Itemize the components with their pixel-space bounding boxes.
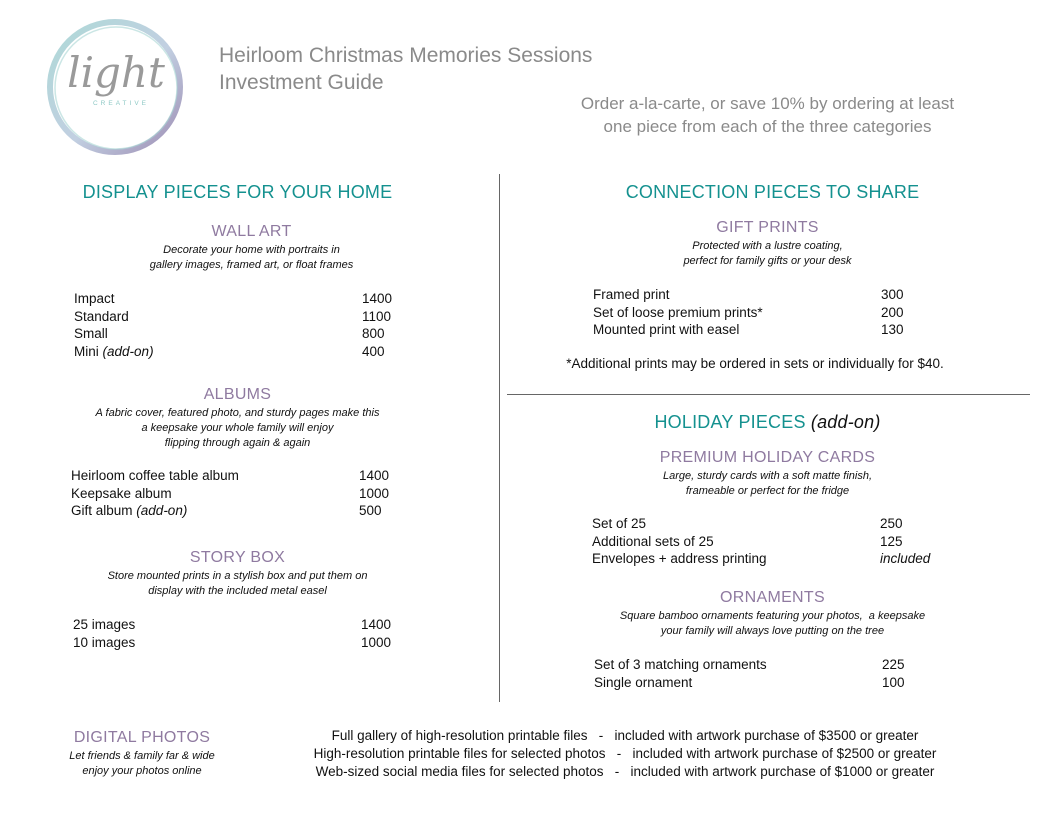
item-name: Envelopes + address printing	[592, 551, 767, 567]
digital-title: DIGITAL PHOTOS	[73, 729, 211, 746]
holiday-cards-description	[590, 469, 945, 499]
item-name: Keepsake album	[71, 485, 172, 501]
item-name: Gift album	[71, 503, 133, 519]
list-item	[74, 325, 434, 343]
list-item	[73, 616, 433, 634]
list-item	[71, 485, 431, 503]
item-name: Impact	[74, 291, 115, 306]
digital-desc-line2: enjoy your photos online	[82, 765, 202, 777]
item-name: Single ornament	[594, 674, 693, 690]
holiday-heading-note: (add-on)	[810, 412, 881, 432]
item-price: 130	[881, 322, 904, 338]
digital-description	[52, 749, 232, 779]
ornaments-desc-line1: Square bamboo ornaments featuring your photos, a keepsake	[619, 610, 926, 622]
page-title	[219, 42, 592, 96]
item-price: 1400	[362, 291, 393, 306]
list-item	[593, 321, 953, 339]
wall-art-list	[74, 290, 434, 360]
tagline	[500, 92, 1035, 138]
list-item	[74, 343, 434, 361]
wall-art-title: WALL ART	[211, 223, 292, 240]
albums-desc-line2: a keepsake your whole family will enjoy	[141, 422, 334, 434]
story-box-desc-line2: display with the included metal easel	[148, 585, 327, 597]
gift-prints-desc-line1: Protected with a lustre coating,	[692, 240, 843, 252]
item-price: 1400	[361, 617, 392, 632]
tagline-line2: one piece from each of the three categories	[603, 117, 932, 136]
list-item	[74, 308, 434, 326]
display-heading: DISPLAY PIECES FOR YOUR HOME	[82, 182, 393, 202]
list-item	[594, 656, 954, 674]
item-name: Set of loose premium prints*	[593, 304, 763, 320]
page-title-line1: Heirloom Christmas Memories Sessions	[219, 44, 593, 67]
item-price: 200	[881, 304, 904, 320]
item-name: Small	[74, 326, 108, 342]
holiday-cards-list	[592, 515, 952, 568]
wall-art-desc-line2: gallery images, framed art, or float frames	[149, 259, 354, 271]
list-item	[594, 674, 954, 692]
albums-list	[71, 467, 431, 520]
item-note: (add-on)	[102, 343, 154, 359]
item-price: 500	[359, 503, 382, 519]
connection-heading: CONNECTION PIECES TO SHARE	[625, 182, 920, 202]
list-item	[593, 304, 953, 322]
item-name: Set of 3 matching ornaments	[594, 657, 767, 672]
digital-line: Web-sized social media files for selected photos - included with artwork purchase of $1000 or greater	[315, 764, 935, 779]
story-box-description	[65, 569, 410, 599]
item-name: Standard	[74, 308, 129, 324]
item-name: Heirloom coffee table album	[71, 468, 239, 483]
digital-line: Full gallery of high-resolution printable files - included with artwork purchase of $3500 or greater	[331, 728, 919, 743]
list-item	[592, 533, 952, 551]
gift-prints-description	[600, 239, 935, 269]
item-name: Framed print	[593, 287, 670, 302]
list-item	[73, 634, 433, 652]
ornaments-title: ORNAMENTS	[720, 589, 825, 606]
section-divider	[507, 394, 1030, 395]
item-price: 225	[882, 657, 905, 672]
item-price: 100	[882, 674, 905, 690]
holiday-heading	[600, 412, 935, 433]
logo-subword: CREATIVE	[92, 100, 150, 107]
digital-desc-line1: Let friends & family far & wide	[69, 750, 215, 762]
item-name: Additional sets of 25	[592, 533, 714, 549]
list-item	[71, 467, 431, 485]
column-divider	[499, 174, 500, 702]
story-box-title: STORY BOX	[189, 549, 286, 566]
item-price: 1000	[361, 634, 392, 650]
gift-prints-title: GIFT PRINTS	[716, 219, 819, 236]
item-name: 10 images	[73, 634, 136, 650]
item-name: Set of 25	[592, 516, 647, 531]
item-price: 1400	[359, 468, 390, 483]
gift-prints-footnote: *Additional prints may be ordered in sets or individually for $40.	[566, 356, 944, 371]
digital-line: High-resolution printable files for selected photos - included with artwork purchase of $2500 or greater	[313, 746, 937, 761]
item-name: Mini	[74, 343, 99, 359]
item-name: 25 images	[73, 617, 136, 632]
albums-description	[60, 406, 415, 451]
item-note: (add-on)	[136, 503, 188, 519]
albums-desc-line1: A fabric cover, featured photo, and sturdy pages make this	[95, 407, 380, 419]
holiday-cards-desc-line2: frameable or perfect for the fridge	[685, 485, 850, 497]
page-title-line2: Investment Guide	[219, 71, 384, 94]
holiday-heading-text: HOLIDAY PIECES	[654, 412, 806, 432]
item-price: 800	[362, 326, 385, 342]
item-price: 250	[880, 516, 903, 531]
list-item	[71, 502, 431, 520]
list-item	[592, 515, 952, 533]
item-price: 1000	[359, 485, 390, 501]
story-box-desc-line1: Store mounted prints in a stylish box and put them on	[107, 570, 368, 582]
logo	[42, 16, 190, 158]
gift-prints-list	[593, 286, 953, 339]
item-price: included	[880, 551, 931, 567]
item-price: 125	[880, 533, 903, 549]
wall-art-description	[80, 243, 423, 273]
tagline-line1: Order a-la-carte, or save 10% by ordering at least	[580, 94, 955, 113]
ornaments-list	[594, 656, 954, 691]
item-price: 1100	[362, 308, 392, 324]
holiday-cards-desc-line1: Large, sturdy cards with a soft matte finish,	[662, 470, 873, 482]
item-name: Mounted print with easel	[593, 322, 740, 338]
item-price: 400	[362, 343, 385, 359]
ornaments-description	[575, 609, 970, 639]
holiday-cards-title: PREMIUM HOLIDAY CARDS	[659, 449, 876, 466]
list-item	[74, 290, 434, 308]
albums-title: ALBUMS	[203, 386, 272, 403]
story-box-list	[73, 616, 433, 651]
wall-art-desc-line1: Decorate your home with portraits in	[163, 244, 340, 256]
list-item	[593, 286, 953, 304]
albums-desc-line3: flipping through again & again	[164, 437, 311, 449]
gift-prints-desc-line2: perfect for family gifts or your desk	[683, 255, 852, 267]
item-price: 300	[881, 287, 904, 302]
digital-terms	[262, 727, 988, 781]
ornaments-desc-line2: your family will always love putting on the tree	[660, 625, 885, 637]
logo-wordmark: light	[67, 48, 165, 97]
list-item	[592, 550, 952, 568]
